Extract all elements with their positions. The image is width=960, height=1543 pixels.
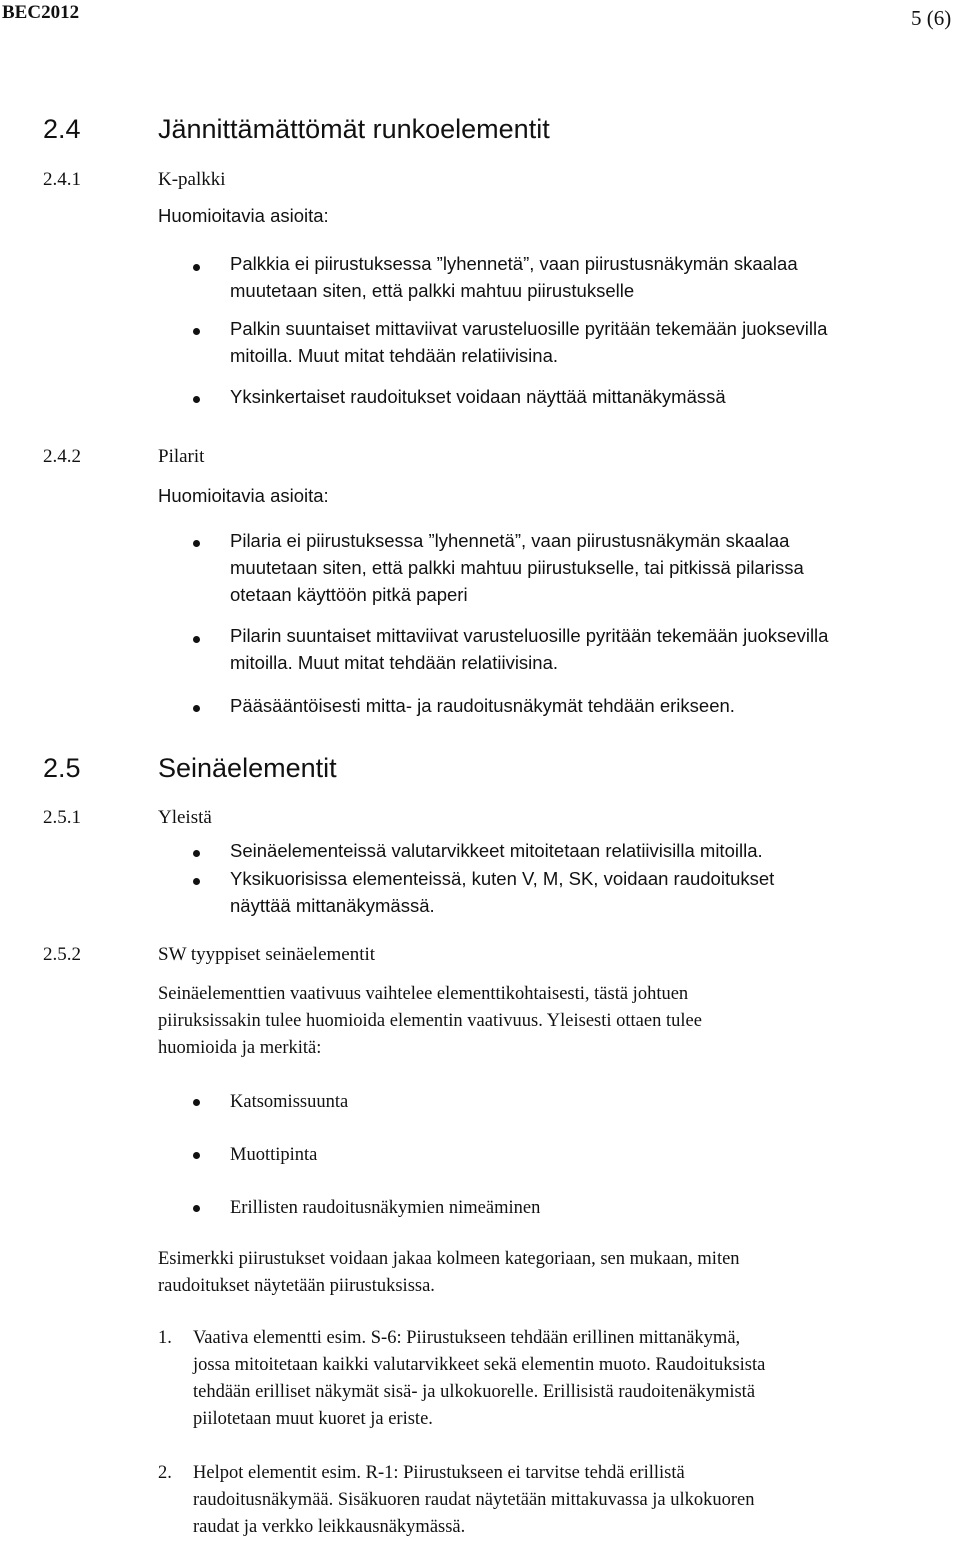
numbered-item-number: 1. [158, 1328, 172, 1348]
paragraph: Seinäelementtien vaativuus vaihtelee elementtikohtaisesti, tästä johtuen piiruksissakin tulee huomioida elementin vaativuus. Yleisesti ottaen tulee huomioida ja merkitä: [158, 984, 702, 1058]
numbered-item-number: 2. [158, 1463, 172, 1483]
bullet-icon [193, 396, 200, 403]
bullet-icon [193, 705, 200, 712]
list-item: Katsomissuunta [230, 1092, 349, 1112]
bullet-icon [193, 636, 200, 643]
bullet-icon [193, 540, 200, 547]
intro-text: Huomioitavia asioita: [158, 485, 329, 506]
bullet-icon [193, 1205, 200, 1212]
section-number: 2.4 [43, 114, 81, 144]
bullet-text: Seinäelementeissä valutarvikkeet mitoitetaan relatiivisilla mitoilla. [230, 840, 763, 861]
bullet-icon [193, 850, 200, 857]
subsection-number: 2.4.1 [43, 169, 81, 190]
section-title: Jännittämättömät runkoelementit [158, 114, 550, 144]
numbered-item-text: Vaativa elementti esim. S-6: Piirustukseen tehdään erillinen mittanäkymä, jossa mitoitetaan kaikki valutarvikkeet sekä elementin muoto. Raudoituksista tehdään erilliset näkymät sisä- ja ulkokuorelle. Erillisistä raudoitenäkymistä piilotetaan muut kuoret ja eriste. [193, 1328, 766, 1429]
bullet-icon [193, 1099, 200, 1106]
section-number: 2.5 [43, 753, 81, 783]
subsection-title: Pilarit [158, 446, 205, 467]
bullet-text: Yksikuorisissa elementeissä, kuten V, M, SK, voidaan raudoitukset näyttää mittanäkymässä. [230, 868, 775, 916]
list-item: Muottipinta [230, 1145, 318, 1165]
page-number: 5 (6) [911, 6, 952, 30]
intro-text: Huomioitavia asioita: [158, 205, 329, 226]
bullet-icon [193, 1152, 200, 1159]
subsection-number: 2.5.1 [43, 807, 81, 828]
bullet-icon [193, 264, 200, 271]
subsection-title: Yleistä [158, 807, 212, 828]
bullet-text: Palkin suuntaiset mittaviivat varusteluosille pyritään tekemään juoksevilla mitoilla. Muut mitat tehdään relatiivisina. [230, 318, 828, 366]
bullet-text: Pääsääntöisesti mitta- ja raudoitusnäkymät tehdään erikseen. [230, 695, 735, 716]
subsection-number: 2.4.2 [43, 446, 81, 467]
document-code: BEC2012 [2, 2, 80, 23]
bullet-text: Yksinkertaiset raudoitukset voidaan näyttää mittanäkymässä [230, 386, 726, 407]
bullet-icon [193, 878, 200, 885]
subsection-title: SW tyyppiset seinäelementit [158, 944, 376, 965]
section-title: Seinäelementit [158, 753, 337, 783]
bullet-text: Pilarin suuntaiset mittaviivat varusteluosille pyritään tekemään juoksevilla mitoilla. Muut mitat tehdään relatiivisina. [230, 625, 829, 673]
bullet-icon [193, 328, 200, 335]
numbered-item-text: Helpot elementit esim. R-1: Piirustukseen ei tarvitse tehdä erillistä raudoitusnäkymää. Sisäkuoren raudat näytetään mittakuvassa ja ulkokuoren raudat ja verkko leikkausnäkymässä. [193, 1463, 755, 1537]
bullet-text: Pilaria ei piirustuksessa ”lyhennetä”, vaan piirustusnäkymän skaalaa muutetaan siten, että palkki mahtuu piirustukselle, tai pitkissä pilarissa otetaan käyttöön pitkä paperi [230, 530, 804, 605]
subsection-number: 2.5.2 [43, 944, 81, 965]
subsection-title: K-palkki [158, 169, 226, 190]
paragraph: Esimerkki piirustukset voidaan jakaa kolmeen kategoriaan, sen mukaan, miten raudoitukset näytetään piirustuksissa. [158, 1249, 740, 1296]
list-item: Erillisten raudoitusnäkymien nimeäminen [230, 1198, 541, 1218]
bullet-text: Palkkia ei piirustuksessa ”lyhennetä”, vaan piirustusnäkymän skaalaa muutetaan siten, että palkki mahtuu piirustukselle [230, 253, 798, 301]
